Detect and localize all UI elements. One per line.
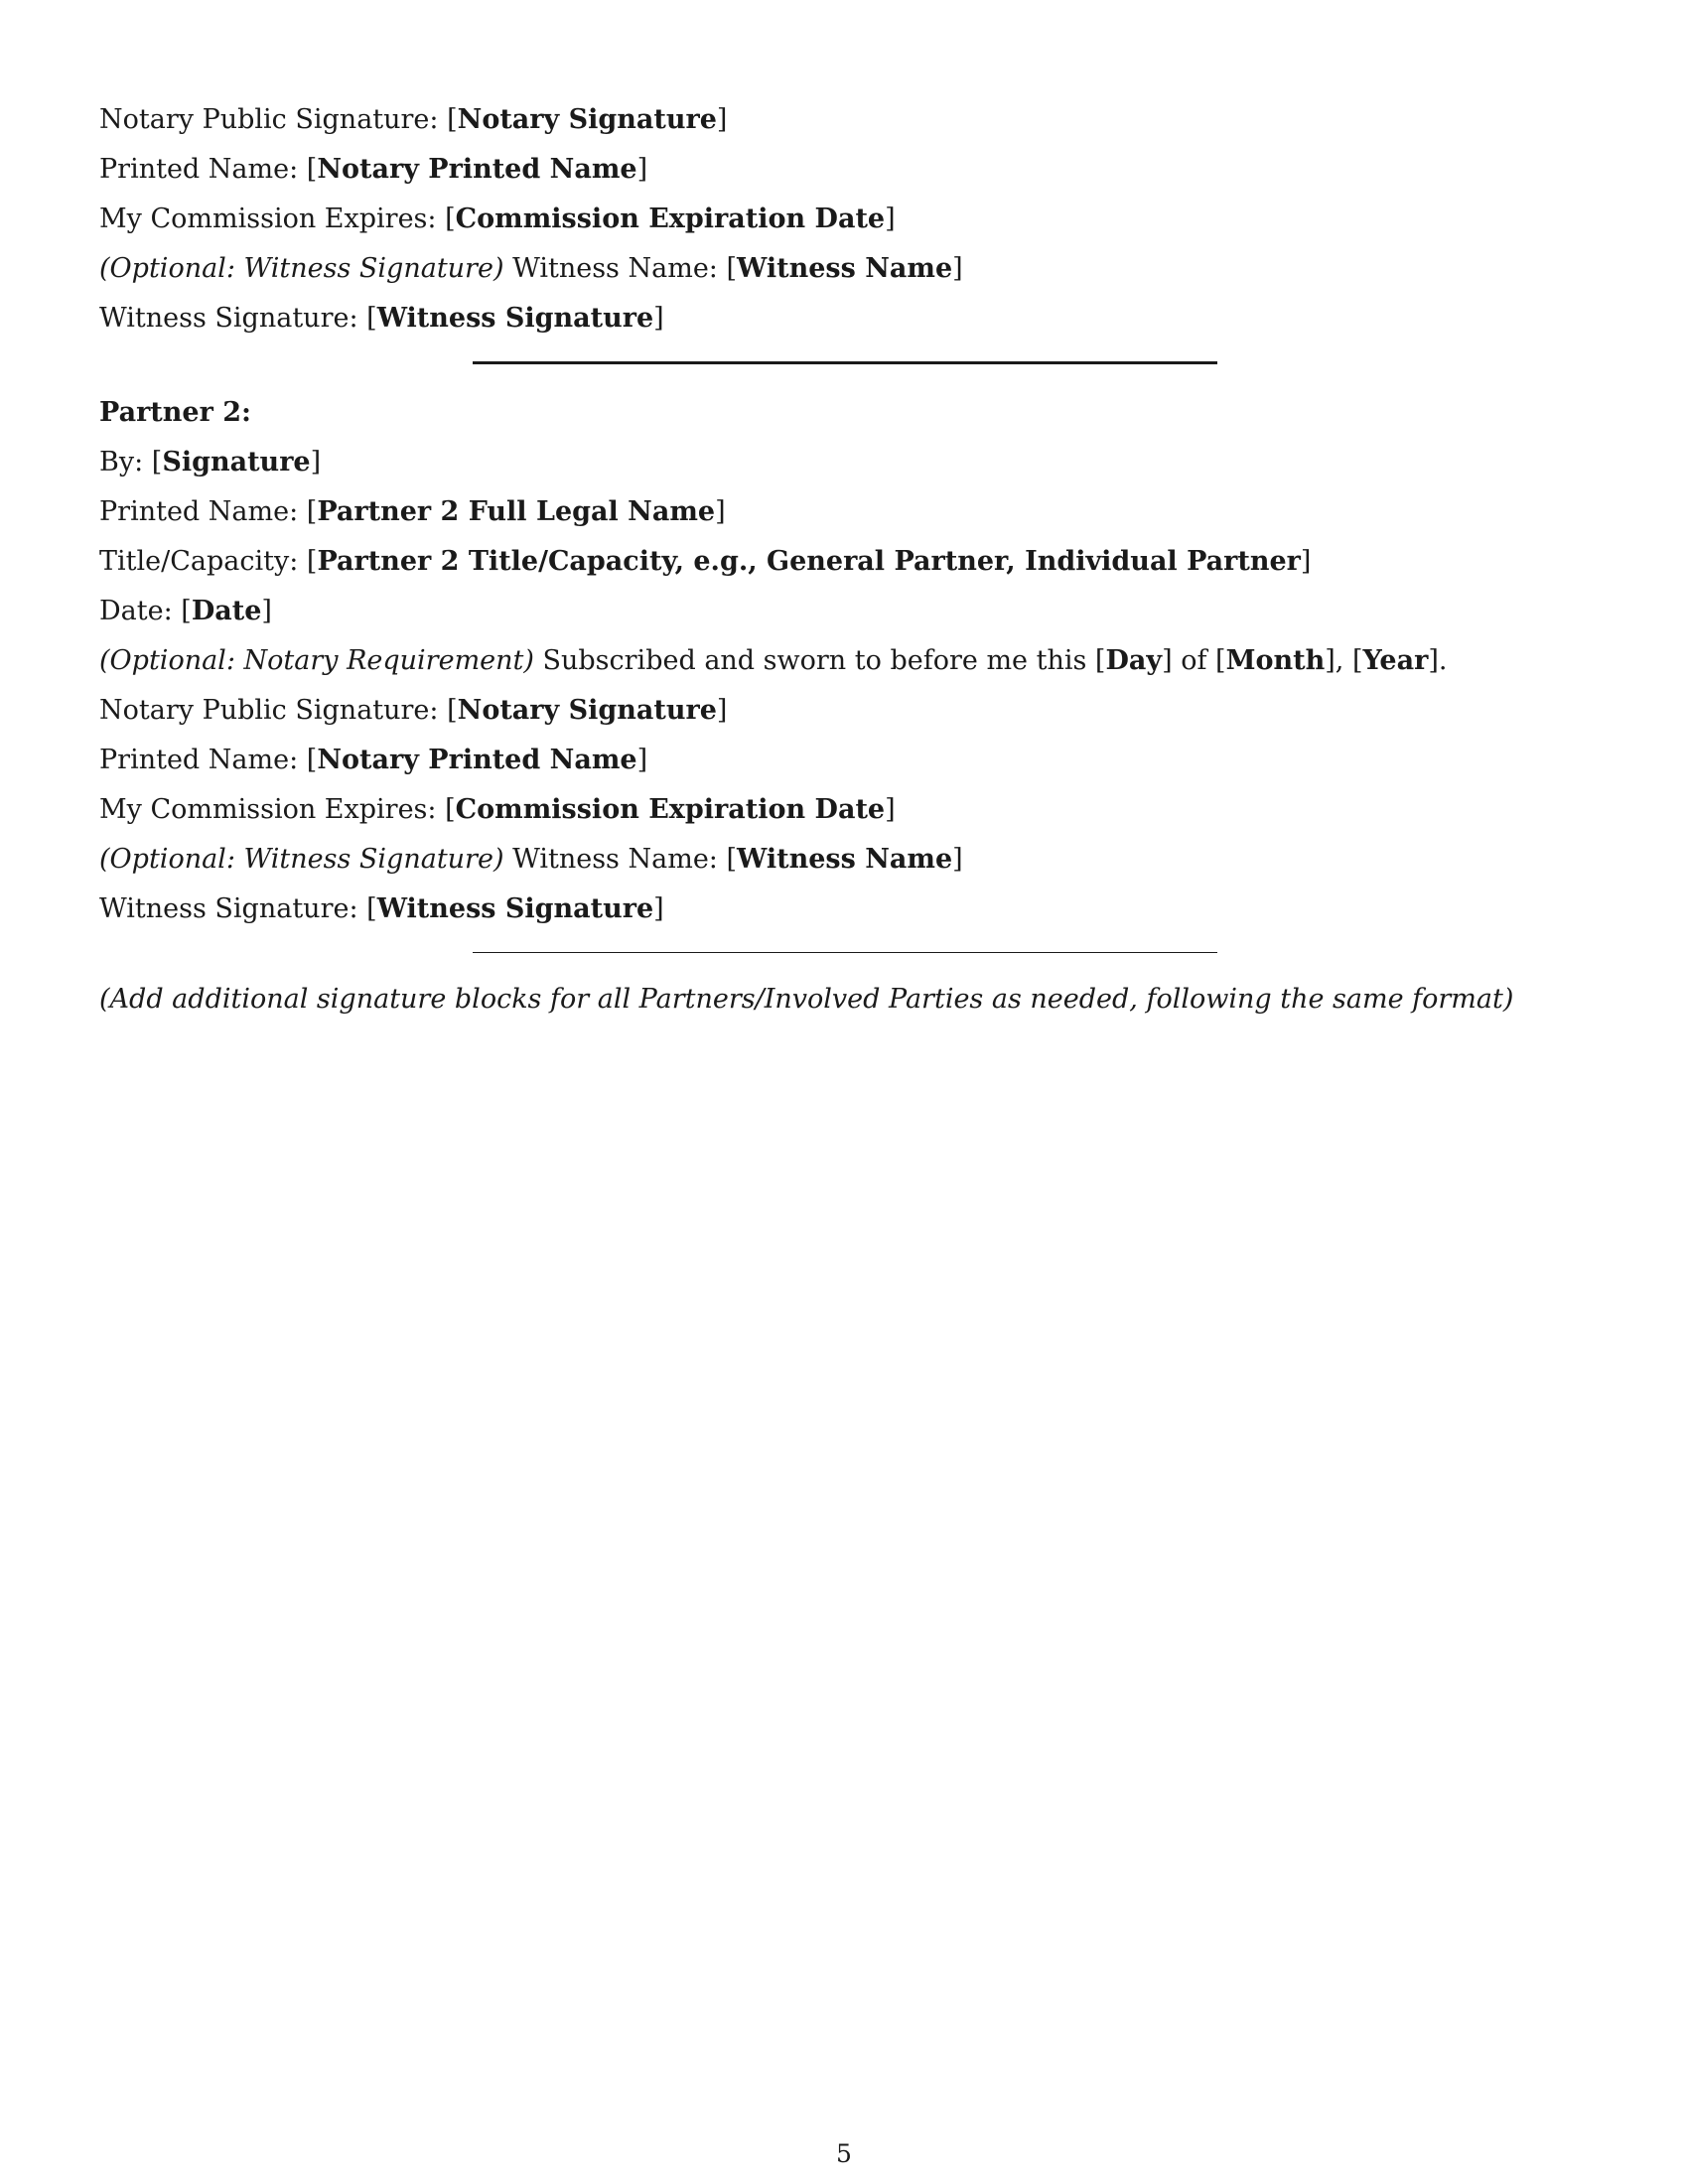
partner-2-heading: Partner 2: xyxy=(99,397,251,428)
partner-2-notary-signature-line: Notary Public Signature: [Notary Signature] xyxy=(99,695,728,726)
commission-expires-label: My Commission Expires: xyxy=(99,794,446,825)
notary-requirement-line: (Optional: Notary Requirement) Subscribed and sworn to before me this [Day] of [Month], [Year]. xyxy=(99,645,1448,676)
period-text: . xyxy=(1438,645,1448,676)
partner-2-commission-line: My Commission Expires: [Commission Expiration Date] xyxy=(99,794,896,825)
notary-signature-label: Notary Public Signature: xyxy=(99,104,448,135)
title-capacity-label: Title/Capacity: xyxy=(99,546,307,577)
printed-name-label: Printed Name: xyxy=(99,496,307,527)
page-number: 5 xyxy=(836,2139,852,2168)
partner-2-date-line: Date: [Date] xyxy=(99,596,272,626)
sworn-text: Subscribed and sworn to before me this xyxy=(533,645,1095,676)
notary-printed-name-placeholder: Notary Printed Name xyxy=(317,154,637,185)
witness-signature-label: Witness Signature: xyxy=(99,303,367,334)
witness-name-label: Witness Name: xyxy=(503,844,727,875)
partner-2-name-placeholder: Partner 2 Full Legal Name xyxy=(317,496,716,527)
optional-witness-note: (Optional: Witness Signature) xyxy=(99,253,504,284)
witness-signature-placeholder: Witness Signature xyxy=(376,303,654,334)
witness-name-label: Witness Name: xyxy=(503,253,727,284)
partner-2-title-line: Title/Capacity: [Partner 2 Title/Capacity, e.g., General Partner, Individual Partner] xyxy=(99,546,1312,577)
comma-text: , xyxy=(1335,645,1352,676)
date-placeholder: Date xyxy=(191,596,262,626)
commission-expiration-placeholder: Commission Expiration Date xyxy=(455,794,886,825)
by-label: By: xyxy=(99,447,152,478)
notary-printed-name-line: Printed Name: [Notary Printed Name] xyxy=(99,154,648,185)
optional-notary-note: (Optional: Notary Requirement) xyxy=(99,645,534,676)
of-text: of xyxy=(1172,645,1216,676)
notary-signature-label: Notary Public Signature: xyxy=(99,695,448,726)
commission-expires-label: My Commission Expires: xyxy=(99,204,446,234)
month-placeholder: Month xyxy=(1225,645,1326,676)
commission-expires-line: My Commission Expires: [Commission Expiration Date] xyxy=(99,204,896,234)
witness-name-line: (Optional: Witness Signature) Witness Name: [Witness Name] xyxy=(99,253,963,284)
year-placeholder: Year xyxy=(1362,645,1429,676)
title-capacity-placeholder: Partner 2 Title/Capacity, e.g., General Partner, Individual Partner xyxy=(317,546,1301,577)
partner-2-witness-signature-line: Witness Signature: [Witness Signature] xyxy=(99,893,664,924)
document-page xyxy=(99,95,1589,1024)
witness-name-placeholder: Witness Name xyxy=(737,844,953,875)
witness-signature-label: Witness Signature: xyxy=(99,893,367,924)
partner-2-by-line: By: [Signature] xyxy=(99,447,322,478)
section-divider xyxy=(473,361,1217,364)
printed-name-label: Printed Name: xyxy=(99,745,307,775)
notary-signature-placeholder: Notary Signature xyxy=(457,695,717,726)
commission-expiration-placeholder: Commission Expiration Date xyxy=(455,204,886,234)
day-placeholder: Day xyxy=(1105,645,1163,676)
section-divider xyxy=(473,952,1217,953)
signature-placeholder: Signature xyxy=(162,447,311,478)
notary-signature-line: Notary Public Signature: [Notary Signature] xyxy=(99,104,728,135)
notary-signature-placeholder: Notary Signature xyxy=(457,104,717,135)
witness-signature-line: Witness Signature: [Witness Signature] xyxy=(99,303,664,334)
optional-witness-note: (Optional: Witness Signature) xyxy=(99,844,504,875)
notary-printed-name-placeholder: Notary Printed Name xyxy=(317,745,637,775)
partner-2-witness-name-line: (Optional: Witness Signature) Witness Name: [Witness Name] xyxy=(99,844,963,875)
partner-2-printed-name-line: Printed Name: [Partner 2 Full Legal Name] xyxy=(99,496,726,527)
printed-name-label: Printed Name: xyxy=(99,154,307,185)
additional-blocks-note: (Add additional signature blocks for all Partners/Involved Parties as needed, following the same format) xyxy=(99,984,1514,1015)
witness-name-placeholder: Witness Name xyxy=(737,253,953,284)
date-label: Date: xyxy=(99,596,182,626)
partner-2-notary-printed-name-line: Printed Name: [Notary Printed Name] xyxy=(99,745,648,775)
witness-signature-placeholder: Witness Signature xyxy=(376,893,654,924)
